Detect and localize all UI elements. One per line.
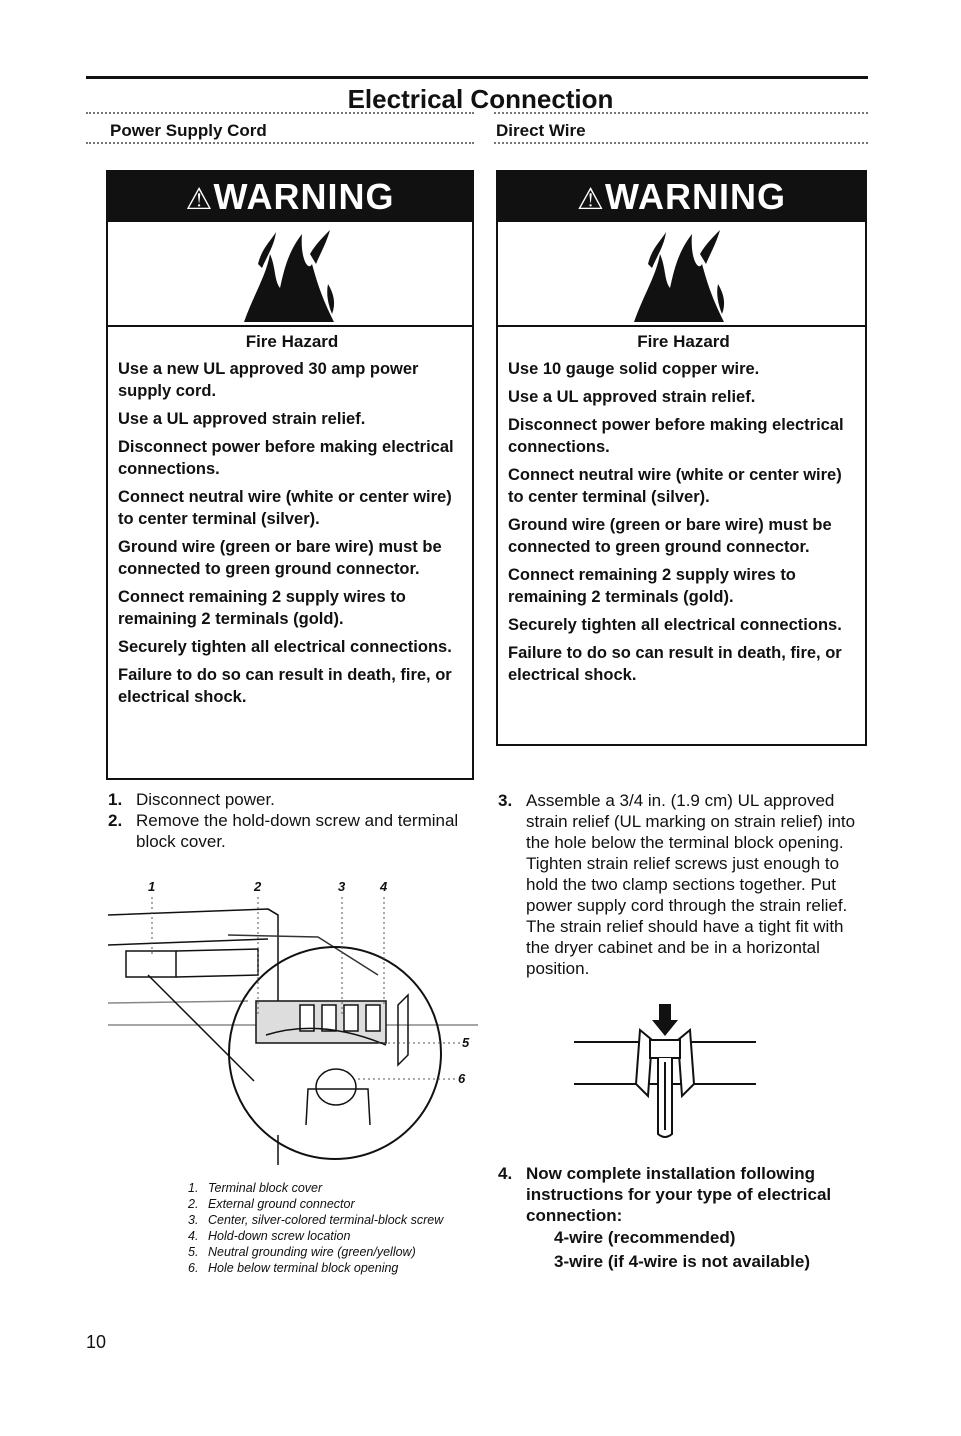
caption-number: 4.	[188, 1229, 199, 1243]
step-text: Remove the hold-down screw and terminal block cover.	[136, 811, 459, 851]
caption-text: Neutral grounding wire (green/yellow)	[208, 1245, 416, 1259]
warning-item: Disconnect power before making electrical connections.	[118, 438, 454, 478]
warning-item: Connect remaining 2 supply wires to remaining 2 terminals (gold).	[508, 566, 796, 606]
warning-body	[118, 332, 466, 714]
step-number: 2.	[108, 811, 123, 830]
caption-item	[188, 1212, 488, 1228]
warning-item: Disconnect power before making electrical connections.	[508, 416, 844, 456]
steps-list-left	[108, 789, 468, 852]
diagram-label: 2	[254, 879, 262, 894]
section-heading-power-supply-cord	[86, 112, 474, 144]
caption-item	[188, 1228, 488, 1244]
warning-item: Ground wire (green or bare wire) must be connected to green ground connector.	[508, 516, 832, 556]
fire-hazard-icon	[236, 224, 346, 324]
warning-item: Securely tighten all electrical connections.	[118, 638, 452, 656]
caption-item	[188, 1244, 488, 1260]
warning-item: Failure to do so can result in death, fire, or electrical shock.	[118, 666, 452, 706]
warning-triangle-icon: ⚠	[185, 183, 214, 216]
warning-body	[508, 332, 859, 692]
caption-text: Hole below terminal block opening	[208, 1261, 399, 1275]
warning-item: Use a UL approved strain relief.	[508, 388, 756, 406]
warning-box-direct-wire	[496, 170, 867, 746]
top-rule	[86, 76, 868, 79]
caption-text: External ground connector	[208, 1197, 355, 1211]
warning-item: Use a new UL approved 30 amp power supply cord.	[118, 360, 419, 400]
arrow-down-icon	[652, 1004, 678, 1036]
step-number: 1.	[108, 790, 123, 809]
step-text: Now complete installation following instructions for your type of electrical connection:	[526, 1164, 832, 1225]
step-number: 4.	[498, 1164, 513, 1183]
step-item	[108, 789, 468, 810]
caption-text: Hold-down screw location	[208, 1229, 351, 1243]
warning-item: Use a UL approved strain relief.	[118, 410, 366, 428]
diagram-label: 5	[462, 1035, 470, 1050]
step4-option: 3-wire (if 4-wire is not available)	[554, 1252, 811, 1271]
section-heading-label: Power Supply Cord	[110, 121, 267, 140]
fire-hazard-icon	[626, 224, 736, 324]
warning-item: Connect remaining 2 supply wires to remaining 2 terminals (gold).	[118, 588, 406, 628]
warning-banner-text: WARNING	[604, 176, 786, 217]
hazard-title: Fire Hazard	[637, 332, 730, 351]
caption-text: Terminal block cover	[208, 1181, 323, 1195]
warning-divider	[108, 325, 472, 327]
caption-number: 5.	[188, 1245, 199, 1259]
section-heading-label: Direct Wire	[496, 121, 586, 140]
warning-triangle-icon: ⚠	[577, 183, 605, 216]
step-text: Assemble a 3/4 in. (1.9 cm) UL approved strain relief (UL marking on strain relief) into the hole below the terminal block opening. Tighten strain relief screws just enough to hold the two clamp sections together. Put power supply cord through the strain relief. The strain relief should have a tight fit with the dryer cabinet and be in a horizontal position.	[526, 791, 856, 978]
step-item	[108, 810, 468, 852]
caption-item	[188, 1180, 488, 1196]
warning-item: Ground wire (green or bare wire) must be connected to green ground connector.	[118, 538, 442, 578]
caption-item	[188, 1260, 488, 1276]
step4-option: 4-wire (recommended)	[554, 1228, 736, 1247]
step-number: 3.	[498, 791, 513, 810]
warning-item: Failure to do so can result in death, fire, or electrical shock.	[508, 644, 842, 684]
caption-number: 2.	[188, 1197, 199, 1211]
warning-item: Connect neutral wire (white or center wire) to center terminal (silver).	[508, 466, 842, 506]
diagram-captions	[188, 1180, 488, 1276]
warning-box-power-cord	[106, 170, 474, 780]
page-title: Electrical Connection	[347, 84, 614, 114]
caption-number: 3.	[188, 1213, 199, 1227]
warning-banner	[108, 172, 472, 222]
diagram-label: 3	[338, 879, 346, 894]
caption-number: 6.	[188, 1261, 199, 1275]
hazard-title: Fire Hazard	[245, 332, 339, 351]
warning-banner-text: WARNING	[213, 176, 395, 217]
page-number: 10	[86, 1332, 107, 1352]
step-item	[498, 1163, 868, 1226]
step-text: Disconnect power.	[136, 790, 275, 809]
strain-relief-diagram	[570, 1000, 760, 1140]
caption-text: Center, silver-colored terminal-block screw	[208, 1213, 444, 1227]
section-heading-direct-wire	[494, 112, 868, 144]
diagram-label: 1	[148, 879, 156, 894]
warning-item: Securely tighten all electrical connections.	[508, 616, 842, 634]
caption-number: 1.	[188, 1181, 199, 1195]
step-item	[498, 790, 868, 979]
caption-item	[188, 1196, 488, 1212]
terminal-block-diagram	[108, 875, 478, 1165]
warning-item: Connect neutral wire (white or center wire) to center terminal (silver).	[118, 488, 452, 528]
warning-banner	[498, 172, 865, 222]
diagram-label: 6	[458, 1071, 466, 1086]
warning-divider	[498, 325, 865, 327]
diagram-label: 4	[380, 879, 388, 894]
warning-item: Use 10 gauge solid copper wire.	[508, 360, 760, 378]
